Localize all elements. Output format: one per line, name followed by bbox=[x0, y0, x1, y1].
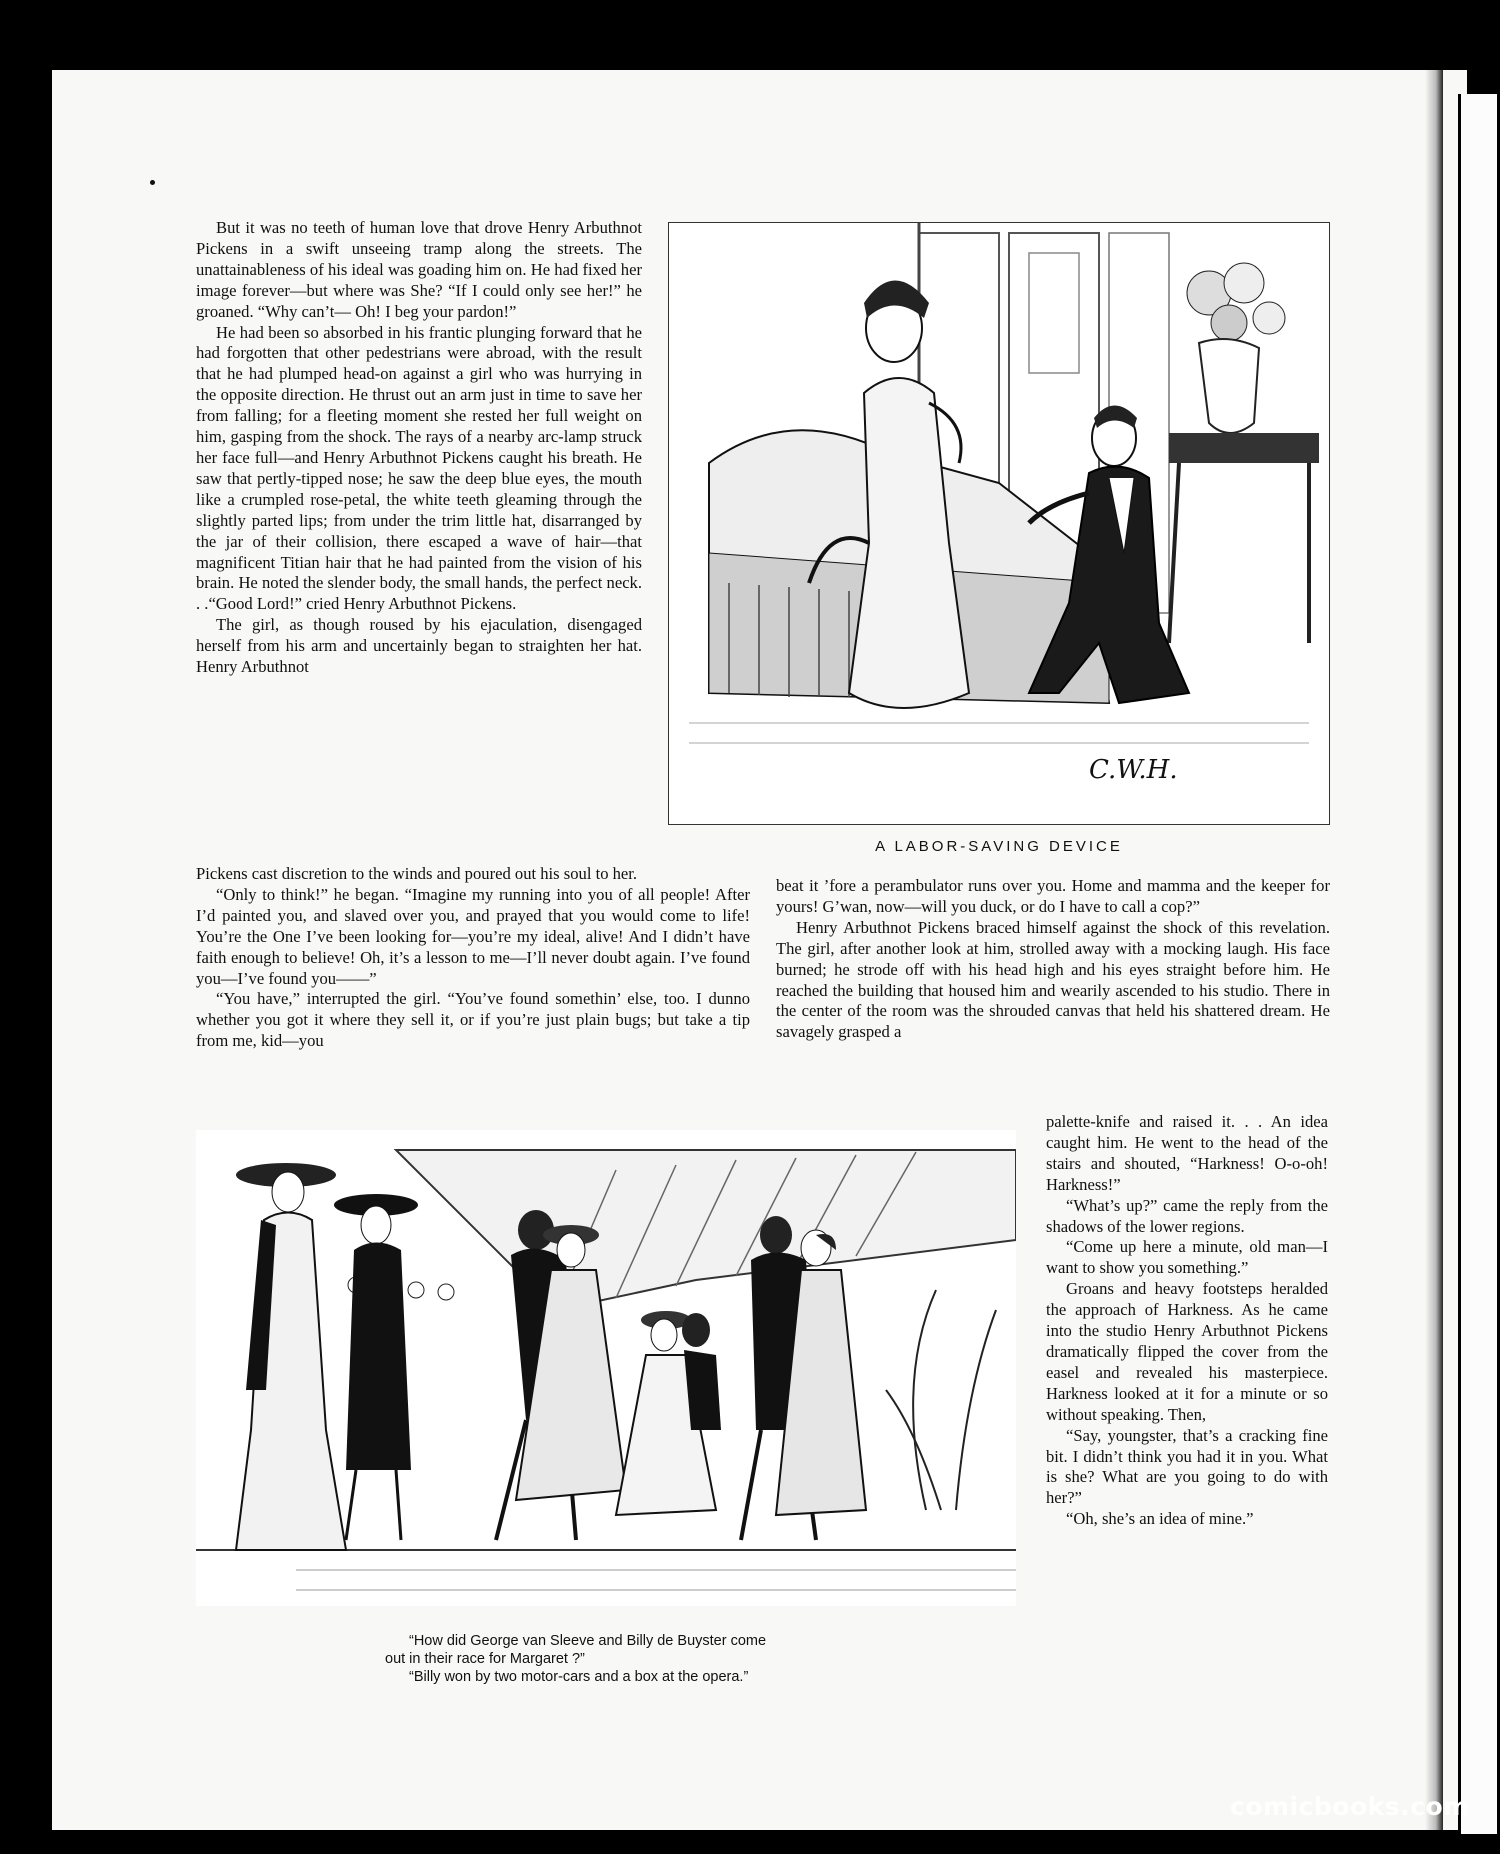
paragraph: “Only to think!” he began. “Imagine my running into you of all people! After I’d painted you, and slaved over you, and prayed that you would come to life! You’re the One I’ve been looking for—you’re my ideal, alive! And I didn’t have faith enough to believe! Oh, it’s a lesson to me—I’ll never doubt again. I’ve found you—I’ve found you——” bbox=[196, 884, 750, 988]
paragraph: “You have,” interrupted the girl. “You’ve found somethin’ else, too. I dunno whether you got it where they sell it, or if you’re just plain bugs; but take a tip from me, kid—you bbox=[196, 989, 750, 1051]
paragraph: The girl, as though roused by his ejaculation, disengaged herself from his arm and uncertainly began to straighten her hat. Henry Arbuthnot bbox=[196, 615, 642, 677]
caption-dancing-couples bbox=[385, 1632, 835, 1686]
site-watermark: comicbooks.com bbox=[1230, 1792, 1470, 1821]
paragraph: “Come up here a minute, old man—I want to show you something.” bbox=[1046, 1237, 1328, 1278]
paragraph: “Oh, she’s an idea of mine.” bbox=[1066, 1509, 1254, 1529]
paragraph: Groans and heavy footsteps heralded the approach of Harkness. As he came into the studio Henry Arbuthnot Pickens dramatically flipped the cover from the easel and revealed his masterpiece. Harkness looked at it for a minute or so without speaking. Then, bbox=[1046, 1279, 1328, 1424]
paragraph: palette-knife and raised it. . . An idea caught him. He went to the head of the stairs and shouted, “Harkness! O-o-oh! Harkness!” bbox=[1046, 1112, 1328, 1194]
sofa-scene-drawing bbox=[669, 223, 1329, 824]
caption-line: “How did George van Sleeve and Billy de Buyster come bbox=[409, 1633, 767, 1649]
caption-labor-saving-device: A LABOR-SAVING DEVICE bbox=[875, 838, 1123, 855]
article-column-3 bbox=[776, 876, 1330, 1043]
illustration-labor-saving-device bbox=[668, 222, 1330, 825]
article-column-4 bbox=[1046, 1112, 1328, 1530]
adjacent-page-edge bbox=[1458, 94, 1497, 1834]
dance-scene-drawing bbox=[196, 1130, 1016, 1606]
article-column-2 bbox=[196, 864, 750, 1052]
page-speck bbox=[150, 180, 155, 185]
paragraph: Henry Arbuthnot Pickens braced himself against the shock of this revelation. The girl, after another look at him, strolled away with a mocking laugh. His face burned; he strode off with his head high and his eyes straight before him. He reached the building that housed him and wearily ascended to his studio. There in the center of the room was the shrouded canvas that held his shattered dream. He savagely grasped a bbox=[776, 917, 1330, 1042]
page-gutter bbox=[1425, 70, 1443, 1830]
caption-line: “Billy won by two motor-cars and a box at the opera.” bbox=[409, 1669, 749, 1685]
illustration-dancing-couples bbox=[196, 1130, 1016, 1606]
paragraph: beat it ’fore a perambulator runs over you. Home and mamma and the keeper for yours! G’wan, now—will you duck, or do I have to call a cop?” bbox=[776, 876, 1330, 916]
paragraph: But it was no teeth of human love that drove Henry Arbuthnot Pickens in a swift unseeing tramp along the streets. The unattainableness of his ideal was goading him on. He had fixed her image forever—but where was She? “If I could only see her!” he groaned. “Why can’t— Oh! I beg your pardon!” bbox=[196, 218, 642, 321]
paragraph: “What’s up?” came the reply from the shadows of the lower regions. bbox=[1046, 1195, 1328, 1236]
paragraph: Pickens cast discretion to the winds and poured out his soul to her. bbox=[196, 864, 638, 883]
paragraph: “Say, youngster, that’s a cracking fine bit. I didn’t think you had it in you. What is she? What are you going to do with her?” bbox=[1046, 1425, 1328, 1508]
caption-line: out in their race for Margaret ?” bbox=[385, 1651, 585, 1667]
paragraph: He had been so absorbed in his frantic plunging forward that he had forgotten that other pedestrians were abroad, with the result that he had plumped head-on against a girl who was hurrying in the opposite direction. He thrust out an arm just in time to save her from falling; for a fleeting moment she rested her full weight on him, gasping from the shock. The rays of a nearby arc-lamp struck her face full—and Henry Arbuthnot Pickens caught his breath. He saw that pertly-tipped nose; he saw the deep blue eyes, the mouth like a crumpled rose-petal, the white teeth gleaming through the slightly parted lips; from under the trim little hat, disarranged by the jar of their collision, there escaped a wave of hair—that magnificent Titian hair that he had painted from the vision of his brain. He noted the slender body, the small hands, the perfect neck. . .“Good Lord!” cried Henry Arbuthnot Pickens. bbox=[196, 322, 642, 614]
illustration-signature: C.W.H. bbox=[1089, 755, 1178, 785]
article-column-1 bbox=[196, 218, 642, 678]
